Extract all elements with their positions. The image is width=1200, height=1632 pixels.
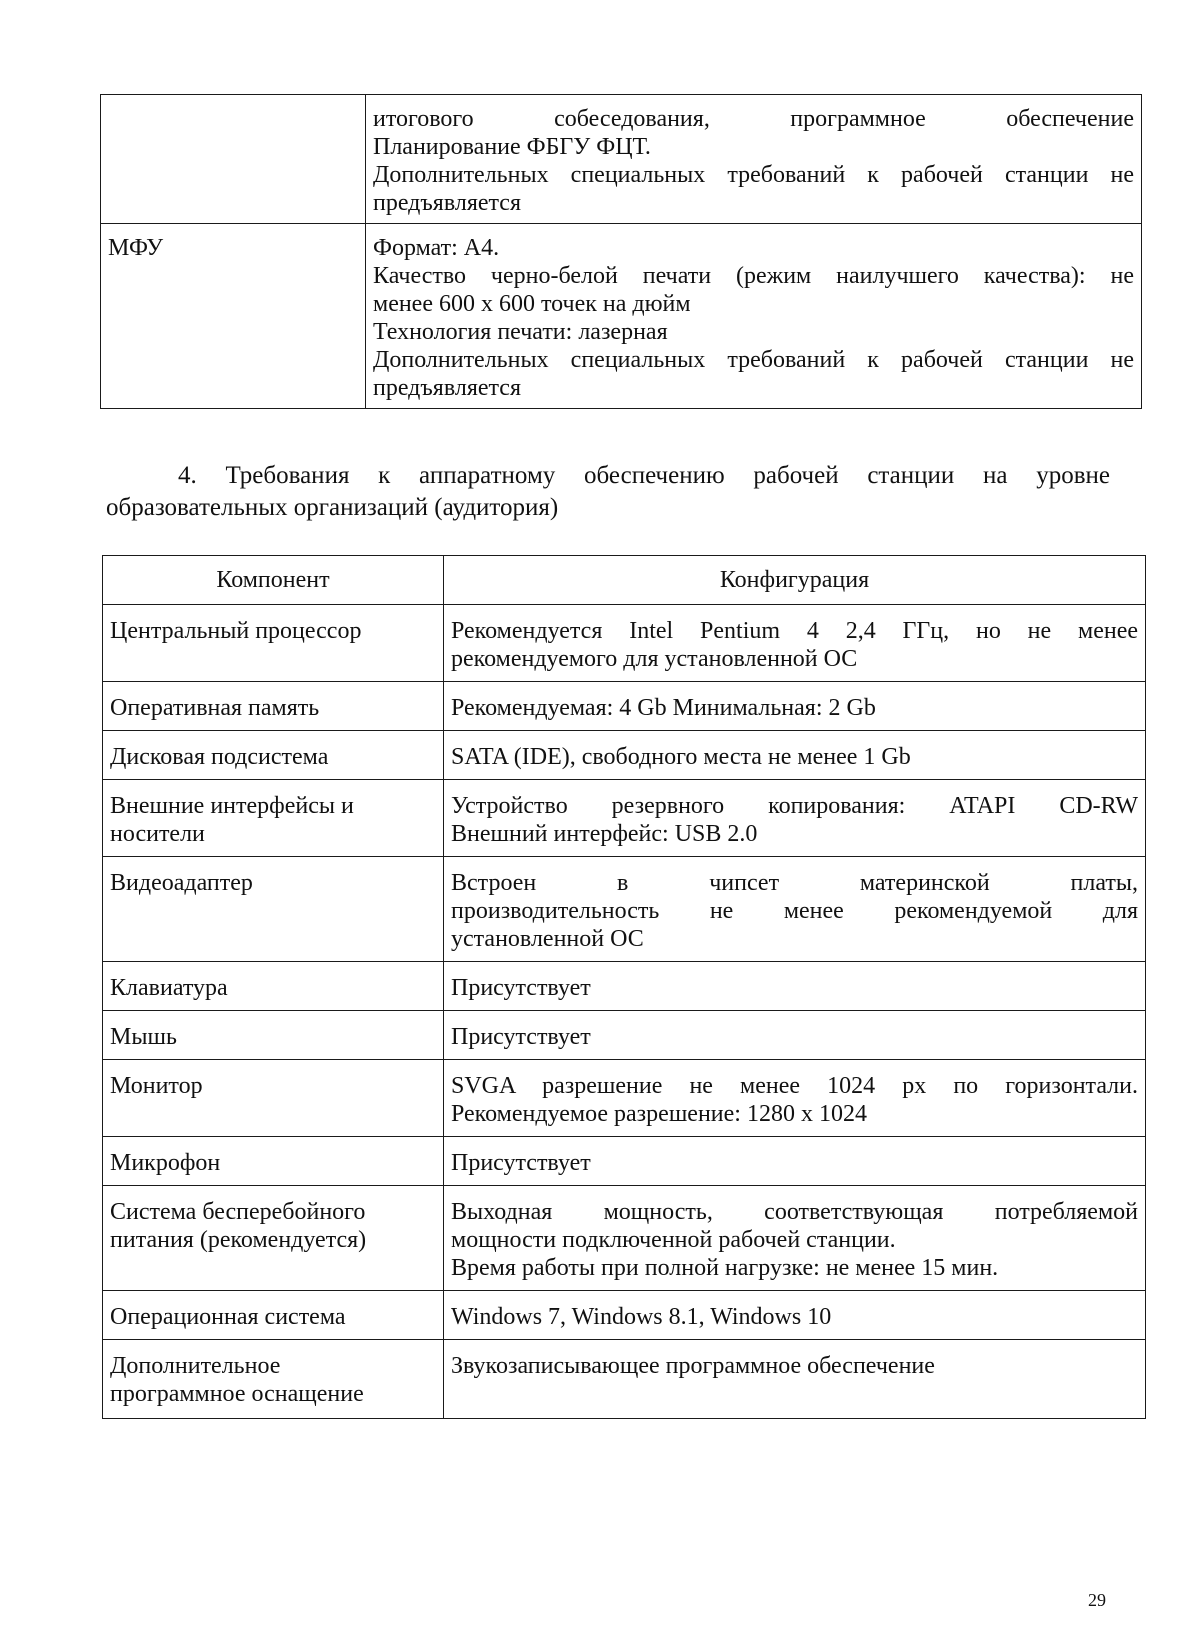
config-cell [444, 857, 1146, 962]
config-cell [444, 731, 1146, 780]
component-line: Видеоадаптер [110, 870, 253, 896]
component-line: Дисковая подсистема [110, 744, 329, 770]
component-cell [103, 1011, 444, 1060]
config-line: Присутствует [451, 1024, 591, 1050]
table-row [103, 780, 1146, 857]
table-row [103, 605, 1146, 682]
hardware-requirements-table [102, 555, 1146, 1419]
component-cell [103, 780, 444, 857]
config-line: Присутствует [451, 975, 591, 1001]
config-line: Рекомендуемая: 4 Gb Минимальная: 2 Gb [451, 695, 876, 721]
section-heading-line: образовательных организаций (аудитория) [106, 494, 559, 521]
config-line: предъявляется [373, 190, 521, 216]
config-cell [366, 224, 1142, 409]
table-row [103, 857, 1146, 962]
config-cell [444, 605, 1146, 682]
config-line: Планирование ФБГУ ФЦТ. [373, 134, 651, 160]
component-line: Микрофон [110, 1150, 221, 1176]
requirements-table-continued [100, 94, 1142, 409]
component-cell [103, 1060, 444, 1137]
component-line: Система бесперебойного [110, 1199, 366, 1225]
config-cell [444, 1186, 1146, 1291]
config-cell [444, 780, 1146, 857]
table-row [103, 1137, 1146, 1186]
config-cell [444, 1060, 1146, 1137]
table-row [103, 731, 1146, 780]
config-line: рекомендуемого для установленной ОС [451, 646, 858, 672]
config-line: предъявляется [373, 375, 521, 401]
config-line: Рекомендуется Intel Pentium 4 2,4 ГГц, но не менее [451, 618, 1138, 644]
config-cell [444, 1137, 1146, 1186]
config-line: Встроен в чипсет материнской платы, [451, 870, 1138, 896]
table-row [103, 1340, 1146, 1419]
page-number: 29 [1088, 1590, 1106, 1610]
table-row [101, 224, 1142, 409]
component-line: Клавиатура [110, 975, 228, 1001]
table-row [103, 962, 1146, 1011]
component-cell [103, 682, 444, 731]
config-line: Время работы при полной нагрузке: не менее 15 мин. [451, 1255, 999, 1281]
config-line: менее 600 х 600 точек на дюйм [373, 291, 691, 317]
config-line: установленной ОС [451, 926, 644, 952]
config-line: итогового собеседования, программное обеспечение [373, 106, 1134, 132]
config-line: Дополнительных специальных требований к рабочей станции не [373, 162, 1134, 188]
config-cell [444, 1011, 1146, 1060]
component-cell [103, 1137, 444, 1186]
config-cell [444, 962, 1146, 1011]
component-cell [101, 95, 366, 224]
component-line: Дополнительное [110, 1353, 281, 1379]
config-line: Качество черно-белой печати (режим наилучшего качества): не [373, 263, 1134, 289]
column-header-component: Компонент [103, 556, 444, 605]
config-line: Дополнительных специальных требований к рабочей станции не [373, 347, 1134, 373]
component-cell [103, 1186, 444, 1291]
config-cell [366, 95, 1142, 224]
table-row [103, 1060, 1146, 1137]
config-line: SVGA разрешение не менее 1024 px по горизонтали. [451, 1073, 1138, 1099]
component-line: Внешние интерфейсы и [110, 793, 354, 819]
component-cell [103, 962, 444, 1011]
component-line: Операционная система [110, 1304, 346, 1330]
config-line: SATA (IDE), свободного места не менее 1 Gb [451, 744, 911, 770]
config-line: Формат: А4. [373, 235, 500, 261]
component-line: Мышь [110, 1024, 177, 1050]
table-header-row [103, 556, 1146, 605]
component-cell [103, 857, 444, 962]
config-line: производительность не менее рекомендуемой для [451, 898, 1138, 924]
section-heading [106, 460, 1110, 524]
table-row [101, 95, 1142, 224]
config-line: Выходная мощность, соответствующая потребляемой [451, 1199, 1138, 1225]
table-row [103, 1186, 1146, 1291]
component-line: носители [110, 821, 205, 847]
component-line: Монитор [110, 1073, 203, 1099]
config-line: Технология печати: лазерная [373, 319, 668, 345]
config-line: Рекомендуемое разрешение: 1280 х 1024 [451, 1101, 867, 1127]
config-line: Windows 7, Windows 8.1, Windows 10 [451, 1304, 832, 1330]
component-cell: МФУ [101, 224, 366, 409]
component-cell [103, 605, 444, 682]
table-row [103, 1011, 1146, 1060]
section-heading-line: 4. Требования к аппаратному обеспечению рабочей станции на уровне [178, 462, 1110, 489]
config-line: Внешний интерфейс: USB 2.0 [451, 821, 758, 847]
component-cell [103, 731, 444, 780]
config-cell [444, 1340, 1146, 1419]
component-line: Центральный процессор [110, 618, 362, 644]
component-cell [103, 1340, 444, 1419]
config-cell [444, 682, 1146, 731]
component-line: программное оснащение [110, 1381, 364, 1407]
config-line: Устройство резервного копирования: ATAPI CD-RW [451, 793, 1138, 819]
table-row [103, 682, 1146, 731]
config-line: Звукозаписывающее программное обеспечение [451, 1353, 935, 1379]
component-line: Оперативная память [110, 695, 320, 721]
config-cell [444, 1291, 1146, 1340]
table-row [103, 1291, 1146, 1340]
component-cell [103, 1291, 444, 1340]
config-line: Присутствует [451, 1150, 591, 1176]
component-line: питания (рекомендуется) [110, 1227, 367, 1253]
column-header-configuration: Конфигурация [444, 556, 1146, 605]
config-line: мощности подключенной рабочей станции. [451, 1227, 896, 1253]
